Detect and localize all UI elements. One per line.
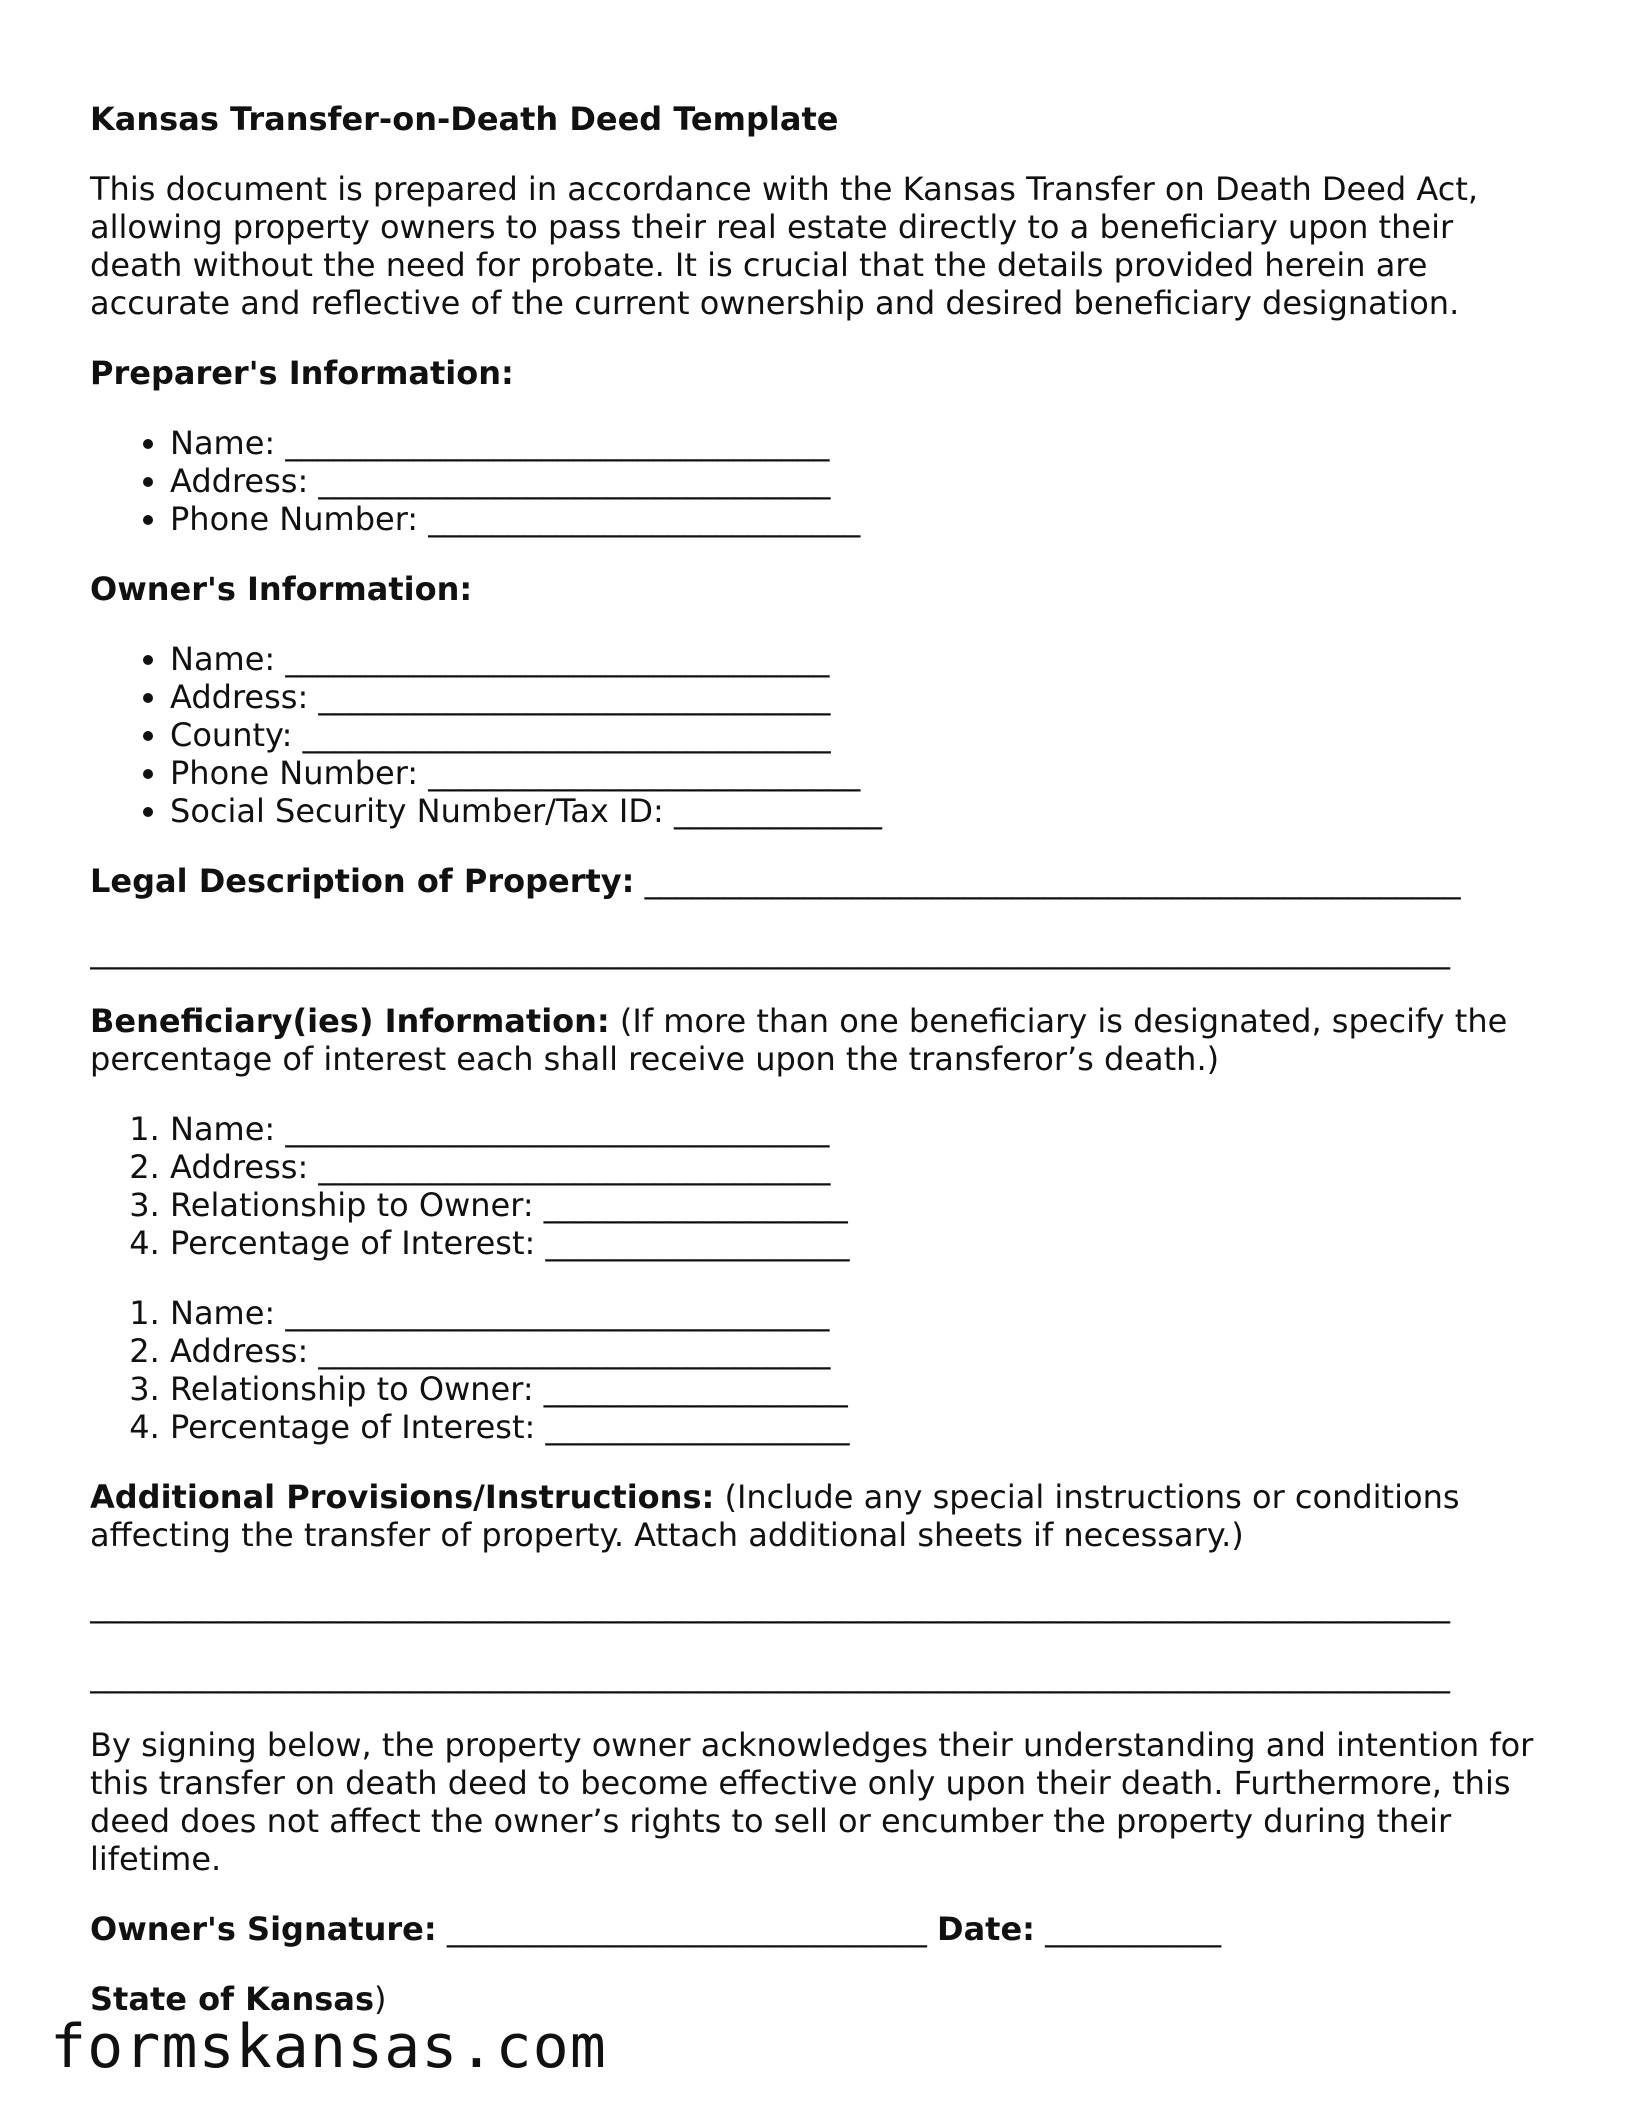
owner-list xyxy=(90,640,1550,830)
preparer-name-field[interactable]: • Name: __________________________________ xyxy=(170,424,1550,462)
preparer-address-field[interactable]: • Address: ________________________________ xyxy=(170,462,1550,500)
beneficiary-1-name-field[interactable]: 1. Name: __________________________________ xyxy=(170,1110,1550,1148)
beneficiary-2-name-field[interactable]: 1. Name: __________________________________ xyxy=(170,1294,1550,1332)
owner-heading: Owner's Information: xyxy=(90,570,473,608)
provisions-intro xyxy=(90,1478,1550,1554)
beneficiary-1-address-field[interactable]: 2. Address: ________________________________ xyxy=(170,1148,1550,1186)
date-label: Date: xyxy=(937,1910,1035,1948)
legal-description-line-1[interactable]: ___________________________________________________ xyxy=(634,862,1461,900)
owner-signature-field[interactable]: ______________________________ xyxy=(436,1910,938,1948)
acknowledgement-paragraph: By signing below, the property owner acknowledges their understanding and intention for this transfer on death deed to become effective only upon their death. Furthermore, this deed does not affect the owner’s rights to sell or encumber the property during their lifetime. xyxy=(90,1726,1534,1878)
document-page xyxy=(90,100,1550,2018)
owner-ssn-field[interactable]: • Social Security Number/Tax ID: _____________ xyxy=(170,792,1550,830)
beneficiaries-intro xyxy=(90,1002,1550,1078)
page-title: Kansas Transfer-on-Death Deed Template xyxy=(90,100,839,138)
beneficiary-2-address-field[interactable]: 2. Address: ________________________________ xyxy=(170,1332,1550,1370)
watermark-text: formskansas.com xyxy=(50,2012,607,2082)
owner-name-field[interactable]: • Name: __________________________________ xyxy=(170,640,1550,678)
beneficiary-list-1 xyxy=(90,1110,1550,1262)
preparer-phone-field[interactable]: • Phone Number: ___________________________ xyxy=(170,500,1550,538)
signature-row xyxy=(90,1910,1550,1948)
owner-county-field[interactable]: • County: _________________________________ xyxy=(170,716,1550,754)
provisions-line-1[interactable]: _____________________________________________________________________________________ xyxy=(90,1586,1450,1624)
beneficiary-2-percentage-field[interactable]: 4. Percentage of Interest: ___________________ xyxy=(170,1408,1550,1446)
provisions-note: (Include any special instructions or conditions affecting the transfer of property. Attach additional sheets if necessary.) xyxy=(90,1478,1460,1554)
preparer-list xyxy=(90,424,1550,538)
legal-description-label: Legal Description of Property: xyxy=(90,862,635,900)
provisions-line-2[interactable]: _____________________________________________________________________________________ xyxy=(90,1656,1450,1694)
state-label: State of Kansas xyxy=(90,1980,374,2018)
beneficiary-2-relationship-field[interactable]: 3. Relationship to Owner: ___________________ xyxy=(170,1370,1550,1408)
date-field[interactable]: ___________ xyxy=(1034,1910,1222,1948)
beneficiary-1-relationship-field[interactable]: 3. Relationship to Owner: ___________________ xyxy=(170,1186,1550,1224)
provisions-label: Additional Provisions/Instructions: xyxy=(90,1478,715,1516)
owner-signature-label: Owner's Signature: xyxy=(90,1910,437,1948)
beneficiary-1-percentage-field[interactable]: 4. Percentage of Interest: ___________________ xyxy=(170,1224,1550,1262)
owner-phone-field[interactable]: • Phone Number: ___________________________ xyxy=(170,754,1550,792)
beneficiaries-label: Beneficiary(ies) Information: xyxy=(90,1002,610,1040)
intro-paragraph: This document is prepared in accordance with the Kansas Transfer on Death Deed Act, allowing property owners to pass their real estate directly to a beneficiary upon their death without the need for probate. It is crucial that the details provided herein are accurate and reflective of the current ownership and desired beneficiary designation. xyxy=(90,170,1479,322)
owner-address-field[interactable]: • Address: ________________________________ xyxy=(170,678,1550,716)
state-paren: ) xyxy=(373,1980,387,2018)
legal-description-line-2[interactable]: _____________________________________________________________________________________ xyxy=(90,932,1450,970)
preparer-heading: Preparer's Information: xyxy=(90,354,514,392)
beneficiary-list-2 xyxy=(90,1294,1550,1446)
beneficiaries-note: (If more than one beneficiary is designated, specify the percentage of interest each shall receive upon the transferor’s death.) xyxy=(90,1002,1508,1078)
legal-description-row xyxy=(90,862,1550,900)
